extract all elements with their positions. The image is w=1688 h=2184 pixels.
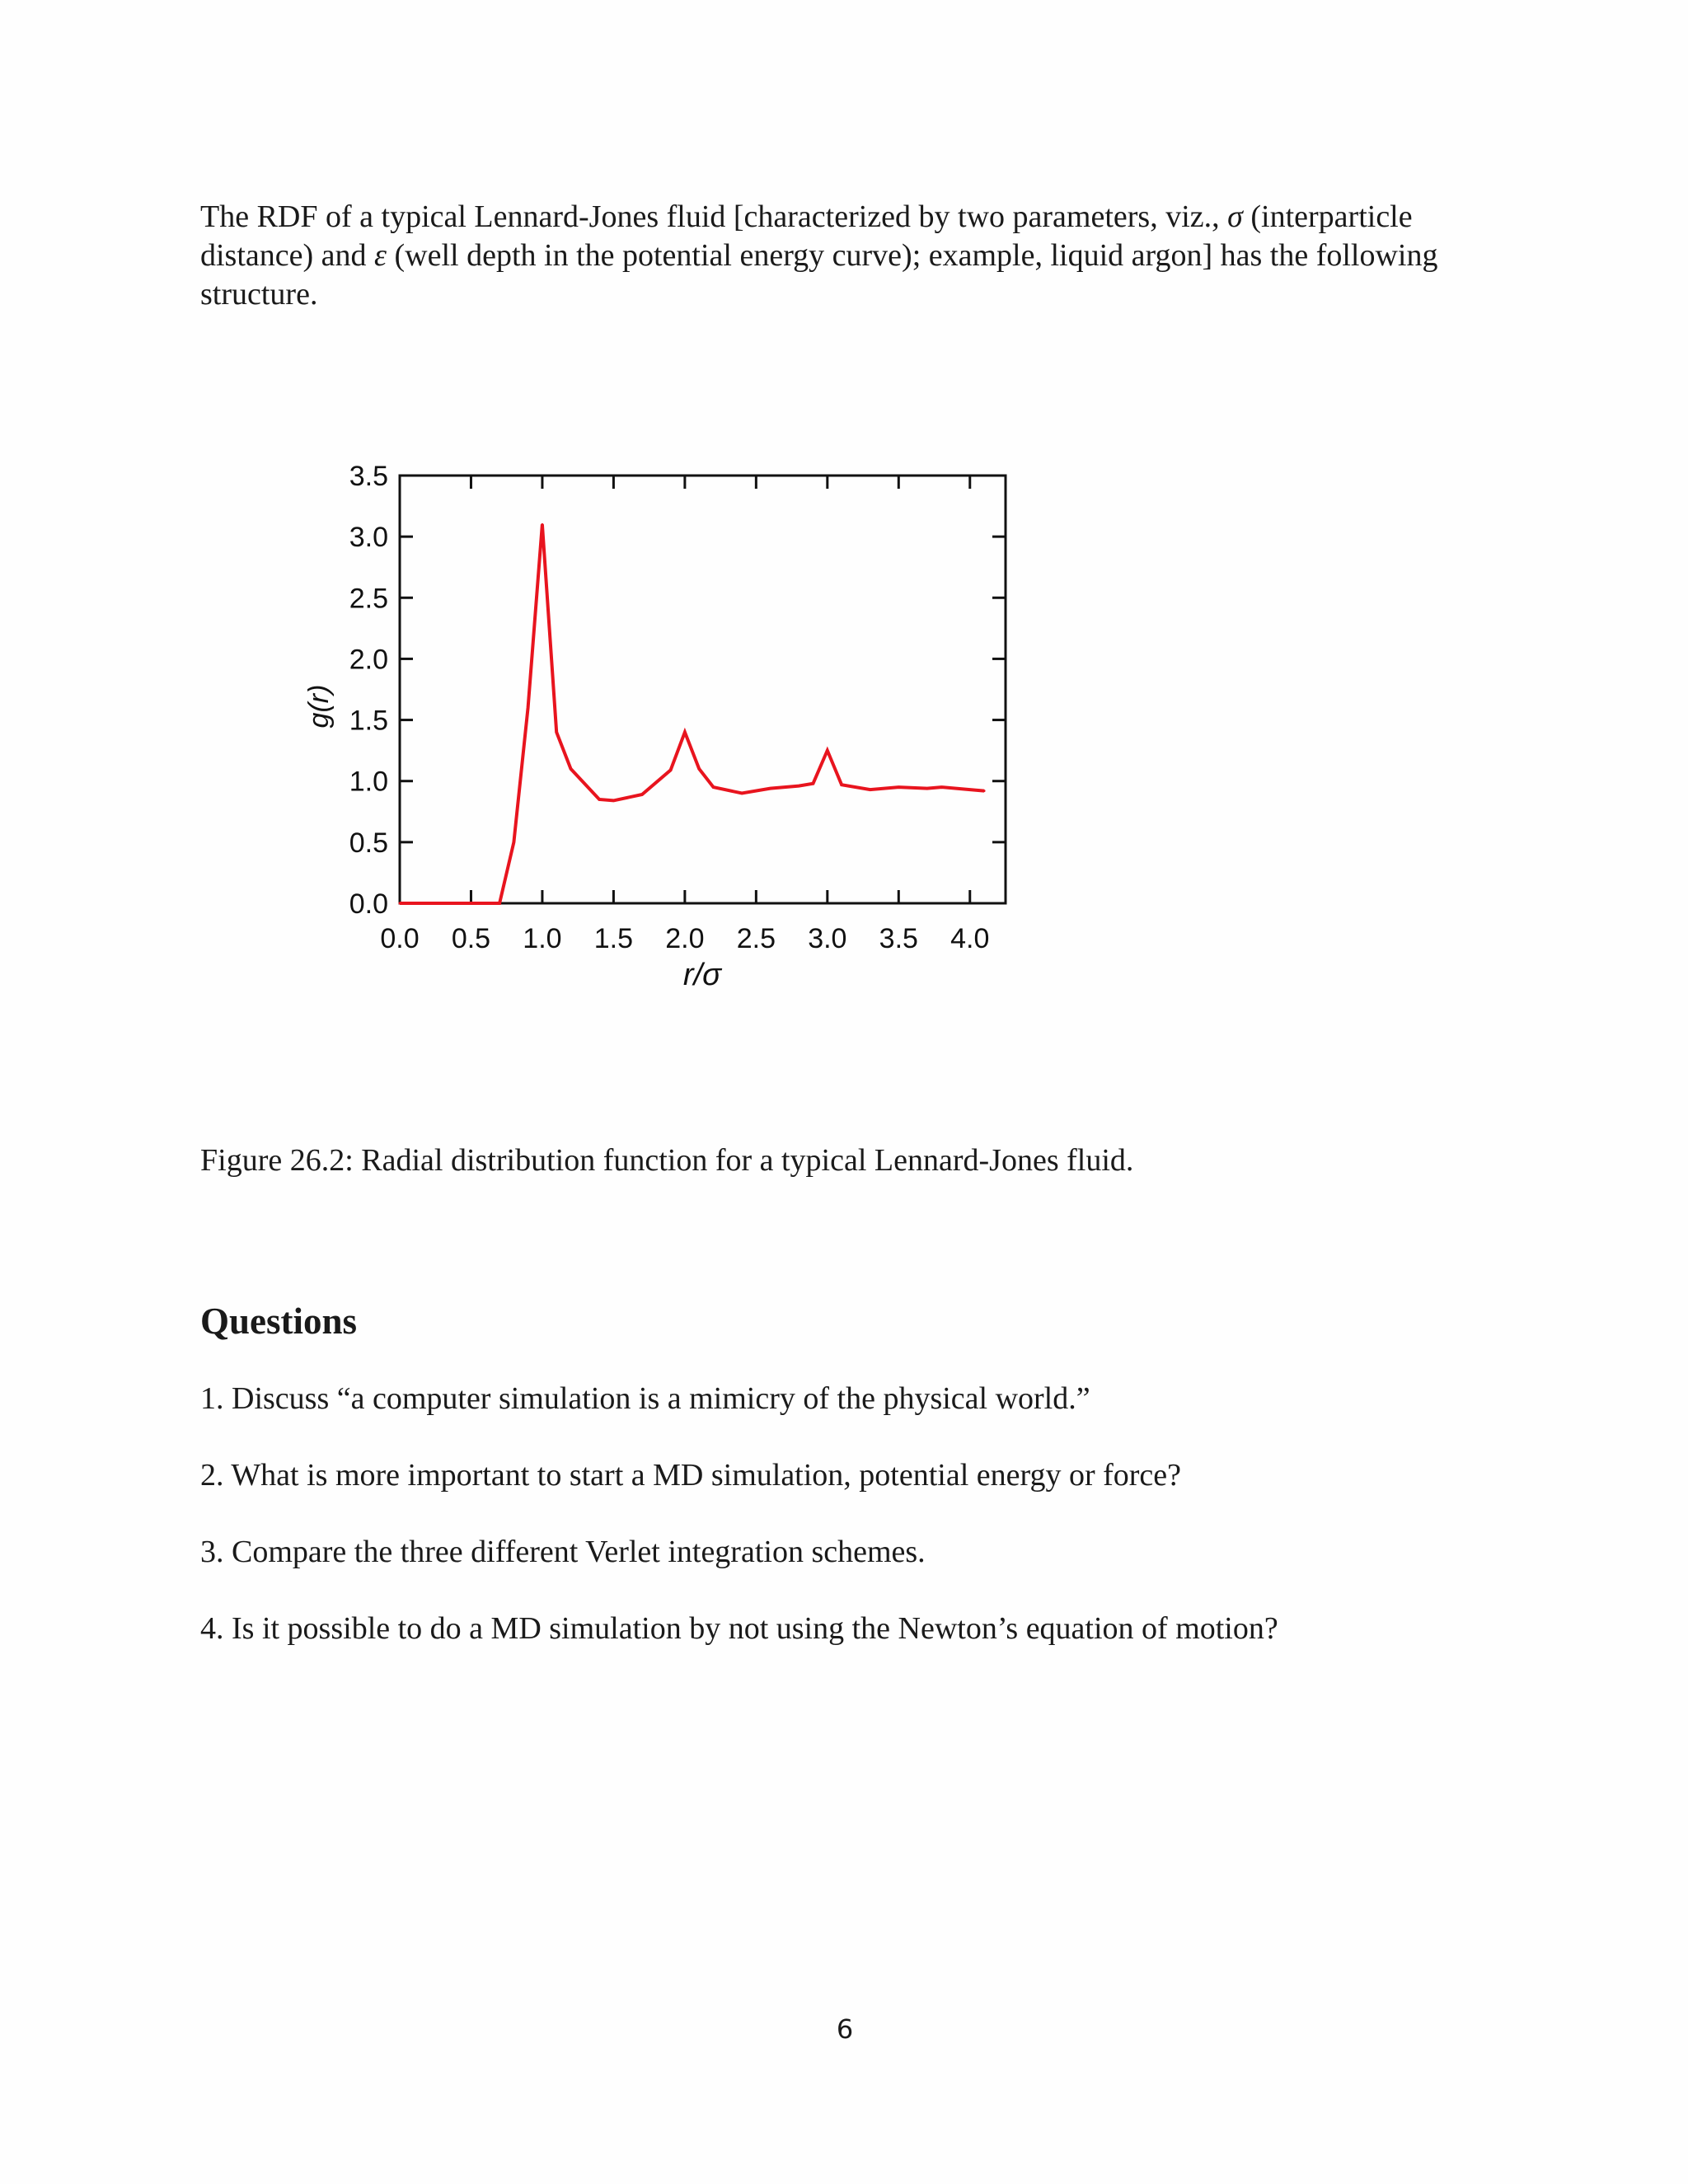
intro-paragraph	[200, 198, 1486, 314]
rdf-data-point	[926, 787, 928, 790]
rdf-data-point	[399, 902, 401, 905]
page-number: 6	[836, 2013, 854, 2045]
y-axis-label: g(r)	[303, 684, 335, 729]
rdf-data-point	[698, 767, 701, 770]
rdf-data-point	[940, 786, 943, 789]
x-tick-label: 0.0	[380, 923, 420, 954]
question-item: 3. Compare the three different Verlet integration schemes.	[200, 1535, 926, 1569]
axis-ticks	[400, 476, 1006, 903]
rdf-data-point	[812, 782, 814, 785]
y-tick-label: 3.0	[349, 522, 388, 554]
rdf-data-point	[741, 792, 743, 794]
rdf-data-point	[612, 799, 615, 802]
figure-caption: Figure 26.2: Radial distribution function for a typical Lennard-Jones fluid.	[200, 1143, 1134, 1178]
rdf-data-point	[513, 841, 515, 843]
y-tick-label: 1.5	[349, 705, 388, 737]
rdf-data-point	[968, 789, 971, 791]
x-tick-label: 3.5	[879, 923, 918, 954]
questions-heading: Questions	[200, 1301, 358, 1342]
x-tick-label: 3.0	[808, 923, 847, 954]
question-item: 4. Is it possible to do a MD simulation by not using the Newton’s equation of motion?	[200, 1611, 1278, 1646]
rdf-data-point	[683, 731, 686, 733]
rdf-data-point	[712, 786, 715, 789]
rdf-series-points	[399, 523, 986, 905]
y-tick-label: 3.5	[349, 461, 388, 492]
rdf-data-point	[527, 706, 529, 709]
rdf-data-point	[499, 902, 501, 905]
intro-text-2: (interparticle distance) and	[200, 199, 1413, 273]
y-tick-label: 0.0	[349, 888, 388, 920]
x-tick-label: 1.5	[593, 923, 634, 954]
x-axis-label: r/σ	[682, 958, 722, 992]
question-item: 1. Discuss “a computer simulation is a mimicry of the physical world.”	[200, 1381, 1090, 1416]
rdf-data-point	[556, 731, 558, 733]
rdf-chart	[297, 449, 1039, 1010]
y-tick-label: 2.5	[349, 583, 388, 615]
rdf-data-point	[669, 769, 672, 771]
rdf-data-point	[826, 749, 828, 752]
y-tick-label: 2.0	[349, 644, 388, 676]
question-item: 2. What is more important to start a MD simulation, potential energy or force?	[200, 1458, 1182, 1493]
questions-list	[200, 1378, 1278, 1685]
epsilon-symbol: ε	[374, 238, 387, 273]
rdf-data-point	[570, 767, 572, 770]
rdf-data-point	[769, 787, 771, 790]
y-tick-label: 1.0	[349, 766, 388, 798]
intro-text-3: (well depth in the potential energy curve); example, liquid argon] has the following structure.	[200, 238, 1438, 312]
x-tick-labels	[380, 923, 989, 954]
x-tick-label: 1.0	[523, 923, 562, 954]
x-tick-label: 2.0	[665, 923, 705, 954]
rdf-data-point	[541, 523, 543, 526]
rdf-data-point	[598, 798, 601, 800]
rdf-data-point	[983, 790, 986, 792]
rdf-data-point	[869, 789, 871, 791]
rdf-data-point	[841, 784, 843, 786]
x-tick-label: 2.5	[736, 923, 776, 954]
rdf-data-point	[798, 785, 800, 787]
rdf-data-point	[898, 786, 900, 789]
y-tick-label: 0.5	[349, 827, 388, 859]
rdf-data-point	[641, 794, 644, 796]
x-tick-label: 4.0	[950, 923, 990, 954]
y-tick-labels	[349, 461, 388, 920]
intro-text-1: The RDF of a typical Lennard-Jones fluid [characterized by two parameters, viz.,	[200, 199, 1228, 234]
rdf-series-line	[400, 524, 984, 903]
plot-frame	[400, 476, 1006, 903]
x-tick-label: 0.5	[451, 923, 491, 954]
sigma-symbol: σ	[1227, 199, 1243, 234]
